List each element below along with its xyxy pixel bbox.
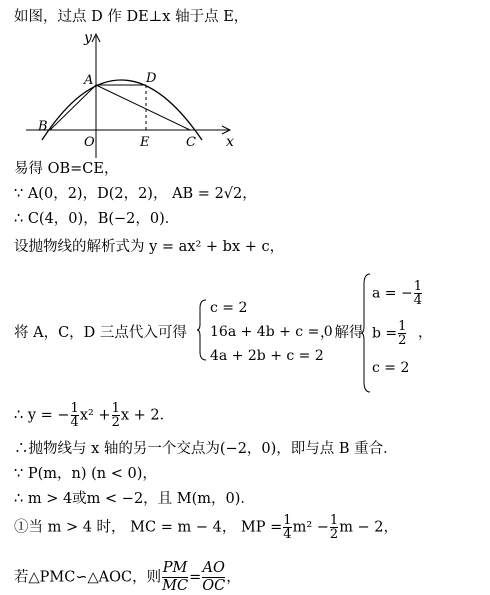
- y-axis-label: y: [84, 30, 92, 46]
- point-d-label: D: [146, 71, 157, 86]
- trailing-comma: ，: [418, 325, 433, 341]
- x-axis-label: x: [226, 134, 234, 150]
- parabola-figure: [20, 28, 260, 158]
- similar-triangles-line: 若△PMC∽△AOC，则 $\frac{PM}{MC}$ = $\frac{AO}{OC}$ ，: [14, 560, 241, 594]
- result-line: ∴ y = − $\frac{1}{4}$ x² + $\frac{1}{2}$ x + 2．: [14, 401, 175, 430]
- cb-line: ∴ C(4，0)，B(−2，0)．: [14, 211, 180, 227]
- system1-eq2: 16a + 4b + c = 0: [210, 324, 333, 340]
- other-intersection-line: ∴抛物线与 x 轴的另一个交点为(−2，0)，即与点 B 重合．: [14, 441, 398, 457]
- case-one-line: ①当 m > 4 时， MC = m − 4， MP = $\frac{1}{4}$ m² − $\frac{1}{2}$ m − 2，: [14, 513, 399, 542]
- m-range-line: ∴ m > 4或m < −2，且 M(m，0)．: [14, 491, 255, 507]
- system1-eq3: 4a + 2b + c = 2: [210, 348, 324, 364]
- solve-label: ，解得: [320, 325, 364, 341]
- setup-line: 设抛物线的解析式为 y = ax² + bx + c，: [14, 239, 285, 255]
- easy-line: 易得 OB=CE，: [14, 161, 119, 177]
- point-b-label: B: [38, 119, 48, 134]
- point-c-label: C: [186, 135, 196, 150]
- system2-c: c = 2: [372, 360, 410, 376]
- system1-eq1: c = 2: [210, 300, 248, 316]
- point-o-label: O: [84, 135, 95, 150]
- system2-b: b = $\frac{1}{2}$: [372, 319, 407, 348]
- point-e-label: E: [140, 135, 150, 150]
- system2-brace: [360, 272, 372, 394]
- system2-a: a = − $\frac{1}{4}$: [372, 279, 422, 308]
- point-p-line: ∵ P(m，n) (n < 0)，: [14, 466, 157, 482]
- coords-line: ∵ A(0，2)，D(2，2)， AB = 2√2，: [14, 186, 257, 202]
- system1-brace: [196, 298, 208, 362]
- intro-line: 如图，过点 D 作 DE⊥x 轴于点 E，: [14, 9, 249, 25]
- substitute-line: 将 A，C，D 三点代入可得: [14, 325, 187, 341]
- point-a-label: A: [84, 73, 94, 88]
